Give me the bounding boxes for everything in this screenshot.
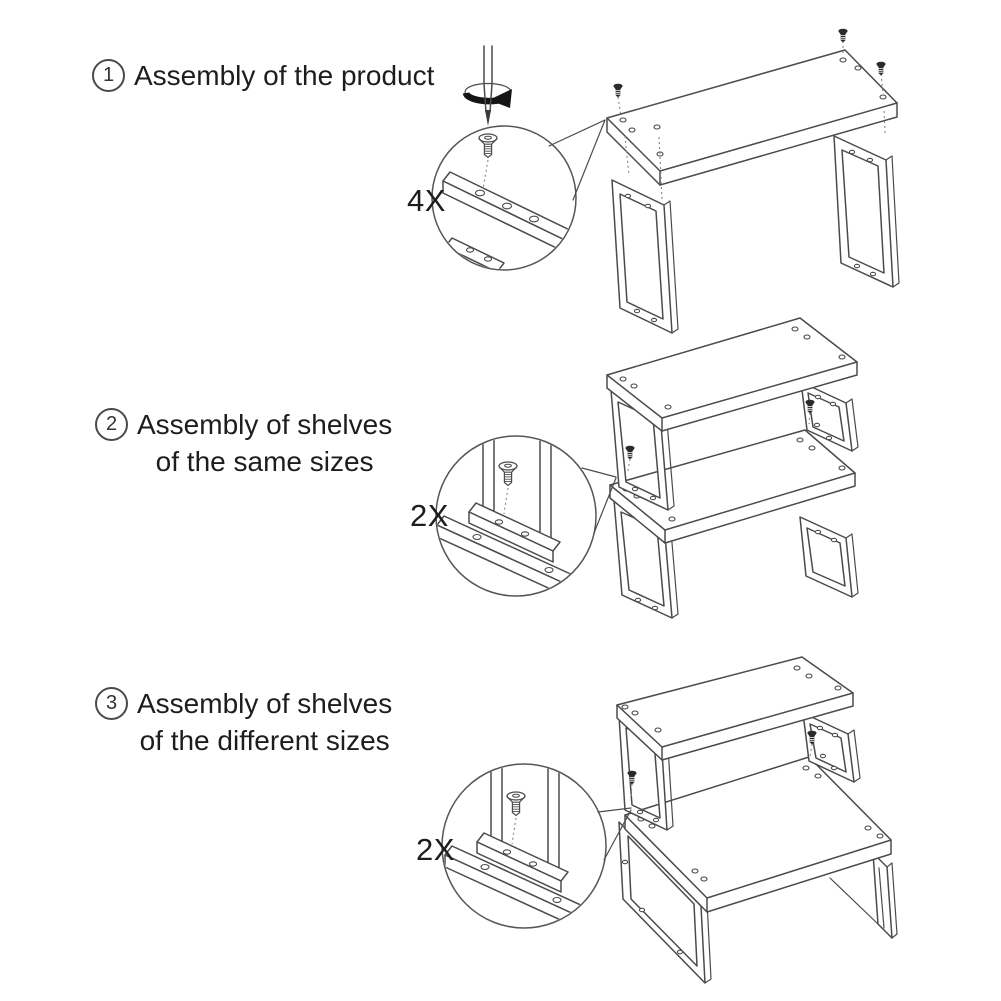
screw-icon [625,446,634,460]
step-2-number-badge: 2 [95,408,128,441]
step-3-number-badge: 3 [95,687,128,720]
step-1-title [92,57,434,94]
step-1-number-badge: 1 [92,59,125,92]
phillips-screwdriver-icon [465,46,512,126]
step-title-line: Assembly of shelves [137,688,393,719]
rotation-arrow-icon [466,89,512,108]
screw-icon [838,29,847,43]
screw-icon [876,62,885,76]
step-title-line: Assembly of the product [134,60,435,91]
step1-illustration [432,29,899,333]
step-3-quantity-label: 2X [416,832,455,867]
step-title-line: Assembly of shelves [137,409,393,440]
step-title-line: of the different sizes [139,725,390,756]
screw-icon [613,84,622,98]
zoom-detail-circle [436,431,616,603]
shelf-board [607,50,897,185]
step-2-title [95,406,392,480]
step-3-title [95,685,392,759]
step-2-quantity-label: 2X [410,498,449,533]
step-2-title-lines [137,406,392,480]
zoom-detail-circle [432,120,605,284]
step-3-title-lines [137,685,392,759]
step3-illustration [442,657,897,983]
step-1-quantity-label: 4X [407,183,446,218]
lower-shelf [610,430,858,618]
screw-icon [479,134,497,158]
shelf-leg [834,136,899,287]
step2-illustration [436,318,858,618]
zoom-detail-circle [442,761,631,933]
shelf-leg [612,180,678,333]
step-1-title-lines [134,57,434,94]
step-title-line: of the same sizes [155,446,374,477]
